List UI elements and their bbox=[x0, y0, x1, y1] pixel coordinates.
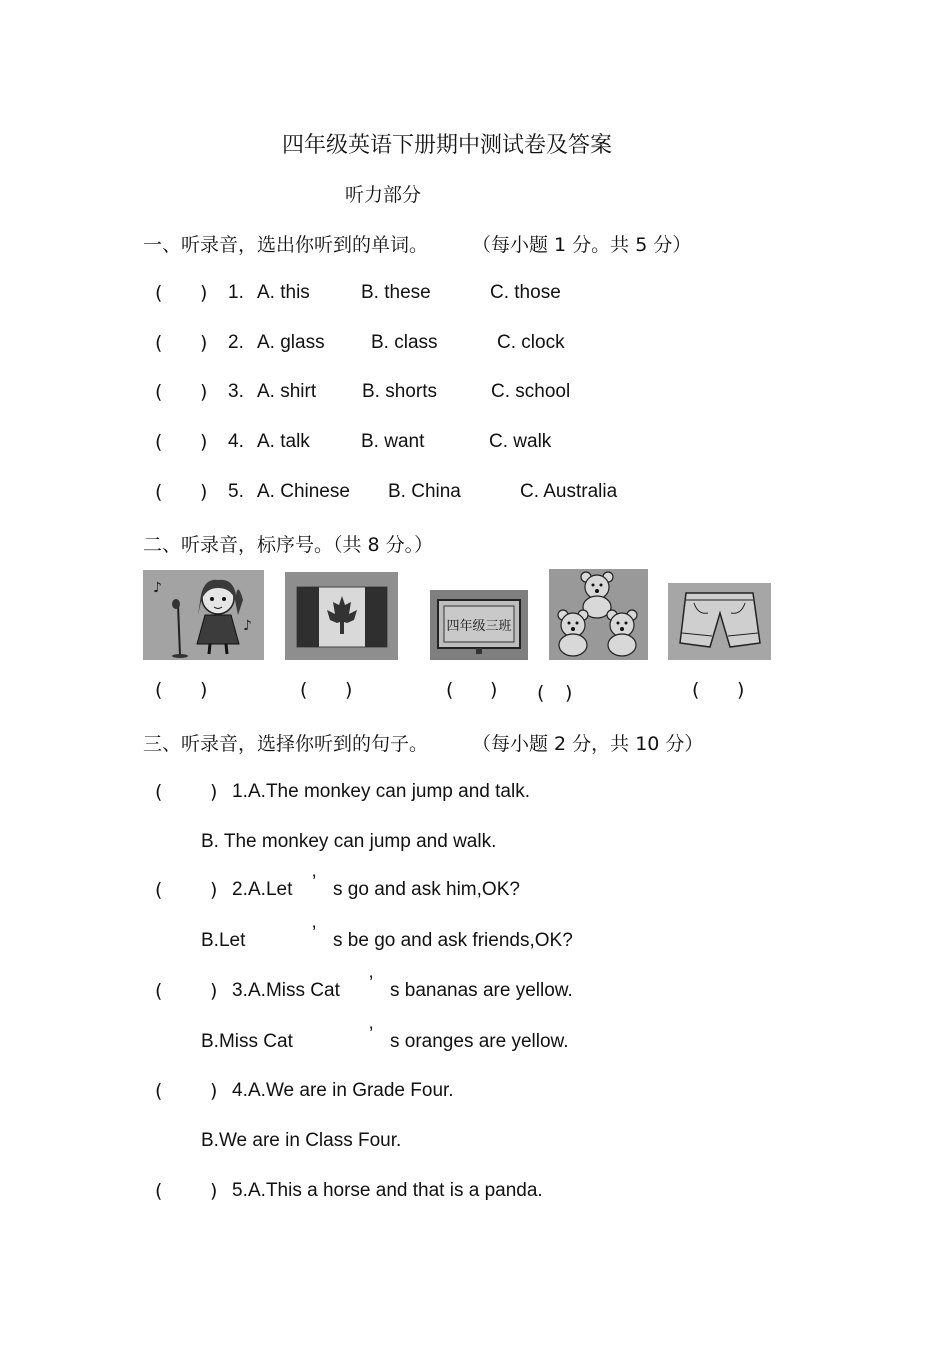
option-a-start: A.Let bbox=[248, 879, 293, 900]
option-a-end: s bananas are yellow. bbox=[390, 980, 573, 1001]
shorts-picture bbox=[668, 583, 771, 660]
answer-paren-open: ( bbox=[155, 980, 163, 1002]
question-number: 1. bbox=[228, 282, 244, 303]
answer-paren-close: ) bbox=[200, 679, 208, 701]
answer-paren-close: ) bbox=[565, 682, 573, 704]
option-b: B.We are in Class Four. bbox=[201, 1130, 402, 1151]
option-c: C. Australia bbox=[520, 481, 618, 502]
apostrophe: ’ bbox=[312, 923, 317, 944]
question-number: 2. bbox=[232, 879, 248, 900]
section-subtitle: 听力部分 bbox=[345, 184, 422, 206]
answer-paren-open: ( bbox=[155, 481, 163, 503]
option-a: A.This a horse and that is a panda. bbox=[248, 1180, 543, 1201]
answer-paren-close: ) bbox=[200, 431, 208, 453]
question-number: 5. bbox=[228, 481, 244, 502]
answer-paren-close: ) bbox=[490, 679, 498, 701]
canada-flag-picture bbox=[285, 572, 398, 660]
apostrophe: ’ bbox=[369, 1024, 374, 1045]
option-b-start: B.Miss Cat bbox=[201, 1031, 293, 1052]
answer-paren-open: ( bbox=[155, 1180, 163, 1202]
option-c: C. those bbox=[490, 282, 561, 303]
answer-paren-open: ( bbox=[155, 679, 163, 701]
option-a: A. this bbox=[257, 282, 310, 303]
question-number: 5. bbox=[232, 1180, 248, 1201]
option-a: A. shirt bbox=[257, 381, 317, 402]
option-a: A. talk bbox=[257, 431, 310, 452]
question-number: 3. bbox=[228, 381, 244, 402]
option-b: B. China bbox=[388, 481, 461, 502]
option-b-start: B.Let bbox=[201, 930, 246, 951]
answer-paren-close: ) bbox=[210, 1180, 218, 1202]
girl-singing-picture bbox=[143, 570, 264, 660]
option-c: C. school bbox=[491, 381, 571, 402]
svg-text:♪: ♪ bbox=[153, 580, 162, 596]
section2-heading: 二、听录音，标序号。（共 8 分。） bbox=[143, 534, 434, 556]
answer-paren-close: ) bbox=[210, 781, 218, 803]
answer-paren-open: ( bbox=[155, 431, 163, 453]
section3-heading: 三、听录音，选择你听到的句子。 bbox=[143, 733, 429, 755]
answer-paren-open: ( bbox=[155, 1080, 163, 1102]
option-c: C. walk bbox=[489, 431, 552, 452]
section3-score: （每小题 2 分，共 10 分） bbox=[472, 733, 704, 755]
answer-paren-open: ( bbox=[155, 282, 163, 304]
option-b: B. these bbox=[361, 282, 431, 303]
option-b-end: s oranges are yellow. bbox=[390, 1031, 569, 1052]
question-number: 3. bbox=[232, 980, 248, 1001]
question-number: 2. bbox=[228, 332, 244, 353]
svg-text:♪: ♪ bbox=[243, 618, 252, 634]
section1-heading: 一、听录音，选出你听到的单词。 bbox=[143, 234, 429, 256]
question-number: 1. bbox=[232, 781, 248, 802]
answer-paren-open: ( bbox=[300, 679, 308, 701]
answer-paren-open: ( bbox=[155, 381, 163, 403]
option-b: B. shorts bbox=[362, 381, 437, 402]
option-b: B. The monkey can jump and walk. bbox=[201, 831, 497, 852]
section1-score: （每小题 1 分。共 5 分） bbox=[472, 234, 692, 256]
option-b-end: s be go and ask friends,OK? bbox=[333, 930, 573, 951]
teddy-bears-picture bbox=[549, 569, 648, 660]
page-title: 四年级英语下册期中测试卷及答案 bbox=[282, 133, 613, 158]
apostrophe: ’ bbox=[312, 872, 317, 893]
class-sign-text: 四年级三班 bbox=[446, 619, 512, 634]
answer-paren-close: ) bbox=[210, 1080, 218, 1102]
option-a: A.We are in Grade Four. bbox=[248, 1080, 454, 1101]
answer-paren-close: ) bbox=[737, 679, 745, 701]
class-sign-picture bbox=[430, 590, 528, 660]
answer-paren-close: ) bbox=[200, 481, 208, 503]
answer-paren-close: ) bbox=[200, 332, 208, 354]
answer-paren-close: ) bbox=[210, 879, 218, 901]
answer-paren-close: ) bbox=[200, 381, 208, 403]
answer-paren-open: ( bbox=[446, 679, 454, 701]
option-a-end: s go and ask him,OK? bbox=[333, 879, 520, 900]
option-b: B. want bbox=[361, 431, 425, 452]
answer-paren-open: ( bbox=[537, 682, 545, 704]
answer-paren-close: ) bbox=[345, 679, 353, 701]
question-number: 4. bbox=[228, 431, 244, 452]
answer-paren-close: ) bbox=[210, 980, 218, 1002]
option-a: A.The monkey can jump and talk. bbox=[248, 781, 530, 802]
option-a-start: A.Miss Cat bbox=[248, 980, 340, 1001]
option-c: C. clock bbox=[497, 332, 565, 353]
answer-paren-close: ) bbox=[200, 282, 208, 304]
option-a: A. Chinese bbox=[257, 481, 350, 502]
answer-paren-open: ( bbox=[155, 781, 163, 803]
question-number: 4. bbox=[232, 1080, 248, 1101]
answer-paren-open: ( bbox=[155, 332, 163, 354]
option-a: A. glass bbox=[257, 332, 325, 353]
apostrophe: ’ bbox=[369, 973, 374, 994]
answer-paren-open: ( bbox=[155, 879, 163, 901]
option-b: B. class bbox=[371, 332, 438, 353]
answer-paren-open: ( bbox=[692, 679, 700, 701]
